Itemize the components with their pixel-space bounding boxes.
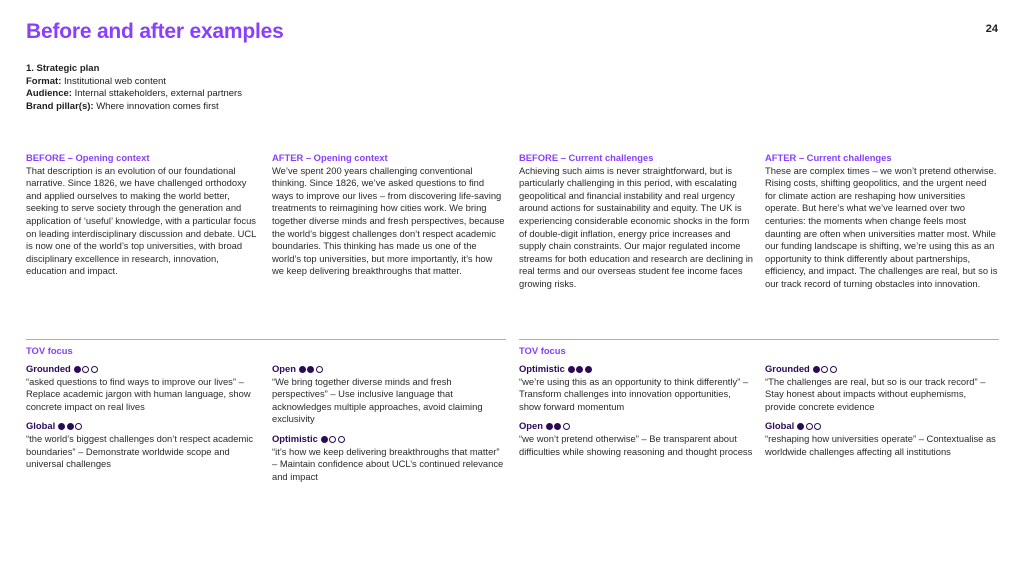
column-body: These are complex times – we won’t pretend otherwise. Rising costs, shifting geopolitics, and the urgent need for climate action are reshaping how universities operate. But here’s what we’ve learned over two centuries: the moments when change feels most daunting are often when universities matter most. While our funding landscape is shifting, we’re using this as an opportunity to think differently about partnerships, efficiency, and impact. The challenges are real, but so is our track record of turning obstacles into innovation. — [765, 164, 998, 289]
meta-block — [26, 63, 242, 113]
audience-label: Audience: — [26, 88, 72, 99]
column-heading: AFTER – Current challenges — [765, 152, 892, 163]
tov-column — [272, 363, 506, 490]
tov-item-text: “we’re using this as an opportunity to think differently” – Transform challenges into innovation opportunities, show forward momentum — [519, 375, 749, 412]
tov-item-text: “the world’s biggest challenges don’t respect academic boundaries” – Demonstrate worldwide scope and universal challenges — [26, 432, 254, 470]
empty-dot-icon — [830, 366, 837, 373]
meta-heading: 1. Strategic plan — [26, 63, 100, 74]
meta-pillar — [26, 101, 242, 114]
filled-dot-icon — [307, 366, 314, 373]
filled-dot-icon — [554, 423, 561, 430]
tov-trait-name: Optimistic — [519, 363, 565, 374]
tov-item — [26, 420, 260, 470]
tov-column — [765, 363, 999, 465]
tov-trait-name: Global — [765, 420, 795, 432]
tov-item-text: “reshaping how universities operate” – Contextualise as worldwide challenges affecting all institutions — [765, 432, 996, 457]
empty-dot-icon — [91, 366, 98, 373]
filled-dot-icon — [546, 423, 553, 430]
format-value: Institutional web content — [64, 75, 166, 87]
meta-audience — [26, 88, 242, 101]
tov-item-text: “we won’t pretend otherwise” – Be transparent about difficulties while showing reasoning and thought process — [519, 432, 753, 457]
filled-dot-icon — [299, 366, 306, 373]
after-challenges-column — [765, 152, 999, 291]
empty-dot-icon — [806, 423, 813, 430]
tov-item-header — [765, 420, 999, 433]
tov-trait-name: Open — [519, 420, 543, 432]
tov-score-dots — [546, 423, 570, 430]
tov-item — [272, 433, 506, 483]
divider-left — [26, 339, 506, 340]
filled-dot-icon — [568, 366, 575, 373]
tov-score-dots — [299, 366, 323, 373]
tov-trait-name: Grounded — [26, 363, 71, 374]
column-heading: AFTER – Opening context — [272, 152, 388, 163]
page-number: 24 — [985, 23, 998, 35]
filled-dot-icon — [58, 423, 65, 430]
tov-focus-label-left: TOV focus — [26, 345, 73, 356]
tov-item-header — [519, 420, 753, 433]
filled-dot-icon — [321, 436, 328, 443]
format-label: Format: — [26, 75, 62, 87]
filled-dot-icon — [576, 366, 583, 373]
tov-item-header — [272, 433, 506, 446]
tov-score-dots — [797, 423, 821, 430]
tov-focus-label-right: TOV focus — [519, 345, 566, 356]
after-opening-column — [272, 152, 506, 278]
empty-dot-icon — [82, 366, 89, 373]
page-title: Before and after examples — [26, 20, 284, 43]
filled-dot-icon — [813, 366, 820, 373]
column-heading: BEFORE – Current challenges — [519, 152, 654, 163]
tov-item — [272, 363, 506, 426]
column-heading: BEFORE – Opening context — [26, 152, 150, 163]
tov-item-text: “We bring together diverse minds and fresh perspectives” – Use inclusive language that acknowledges multiple approaches, avoid claiming exclusivity — [272, 375, 483, 425]
divider-right — [519, 339, 999, 340]
filled-dot-icon — [797, 423, 804, 430]
before-opening-column — [26, 152, 260, 278]
tov-score-dots — [74, 366, 98, 373]
pillar-value: Where innovation comes first — [96, 100, 219, 112]
empty-dot-icon — [75, 423, 82, 430]
tov-item-header — [765, 363, 999, 376]
empty-dot-icon — [563, 423, 570, 430]
filled-dot-icon — [67, 423, 74, 430]
tov-item-text: “it’s how we keep delivering breakthroughs that matter” – Maintain confidence about UCL’s continued relevance and impact — [272, 445, 504, 482]
empty-dot-icon — [316, 366, 323, 373]
tov-item-text: “asked questions to find ways to improve our lives” – Replace academic jargon with human language, show concrete impact on real lives — [26, 375, 251, 412]
tov-score-dots — [568, 366, 592, 373]
tov-score-dots — [58, 423, 82, 430]
tov-item-header — [272, 363, 506, 376]
tov-item-header — [519, 363, 753, 376]
pillar-label: Brand pillar(s): — [26, 100, 94, 112]
before-challenges-column — [519, 152, 753, 291]
tov-trait-name: Open — [272, 363, 296, 374]
tov-item — [765, 363, 999, 413]
tov-item — [765, 420, 999, 458]
column-body: We’ve spent 200 years challenging conventional thinking. Since 1826, we’ve asked questions to find ways to improve our lives – from discovering life-saving treatments to reimagining how cities work. We bring together diverse minds and fresh perspectives, because the world’s biggest challenges don’t respect academic boundaries. This thinking has made us one of the world’s top universities, but more importantly, it’s how we keep delivering breakthroughs that matter. — [272, 164, 505, 277]
tov-trait-name: Optimistic — [272, 432, 318, 444]
tov-trait-name: Grounded — [765, 363, 810, 374]
tov-item — [519, 363, 753, 413]
tov-item — [519, 420, 753, 458]
empty-dot-icon — [814, 423, 821, 430]
tov-item-header — [26, 363, 260, 376]
filled-dot-icon — [74, 366, 81, 373]
tov-item-text: “The challenges are real, but so is our track record” – Stay honest about impacts without euphemisms, provide concrete evidence — [765, 375, 986, 412]
tov-score-dots — [813, 366, 837, 373]
meta-format — [26, 76, 242, 89]
tov-trait-name: Global — [26, 420, 56, 432]
empty-dot-icon — [821, 366, 828, 373]
empty-dot-icon — [329, 436, 336, 443]
tov-item-header — [26, 420, 260, 433]
tov-column — [519, 363, 753, 465]
filled-dot-icon — [585, 366, 592, 373]
audience-value: Internal sttakeholders, external partners — [74, 88, 242, 99]
tov-column — [26, 363, 260, 478]
empty-dot-icon — [338, 436, 345, 443]
column-body: That description is an evolution of our foundational narrative. Since 1826, we have challenged orthodoxy and applied ourselves to making the world better, seeking to serve society through the generation and application of ‘useful’ knowledge, with a particular focus on leading interdisciplinary discussion and debate. UCL is now one of the world’s top universities, with broad disciplinary excellence in research, innovation, education and impact. — [26, 164, 256, 277]
tov-score-dots — [321, 436, 345, 443]
tov-item — [26, 363, 260, 413]
column-body: Achieving such aims is never straightforward, but is particularly challenging in this period, with escalating geopolitical and financial instability and real urgency around actions for sustainability and equity. The UK is experiencing considerable economic shocks in the form of double-digit inflation, energy price increases and supply chain constraints. Our major regulated income streams for both education and research are declining in real terms and our overseas student fee income faces growing risks. — [519, 164, 753, 289]
